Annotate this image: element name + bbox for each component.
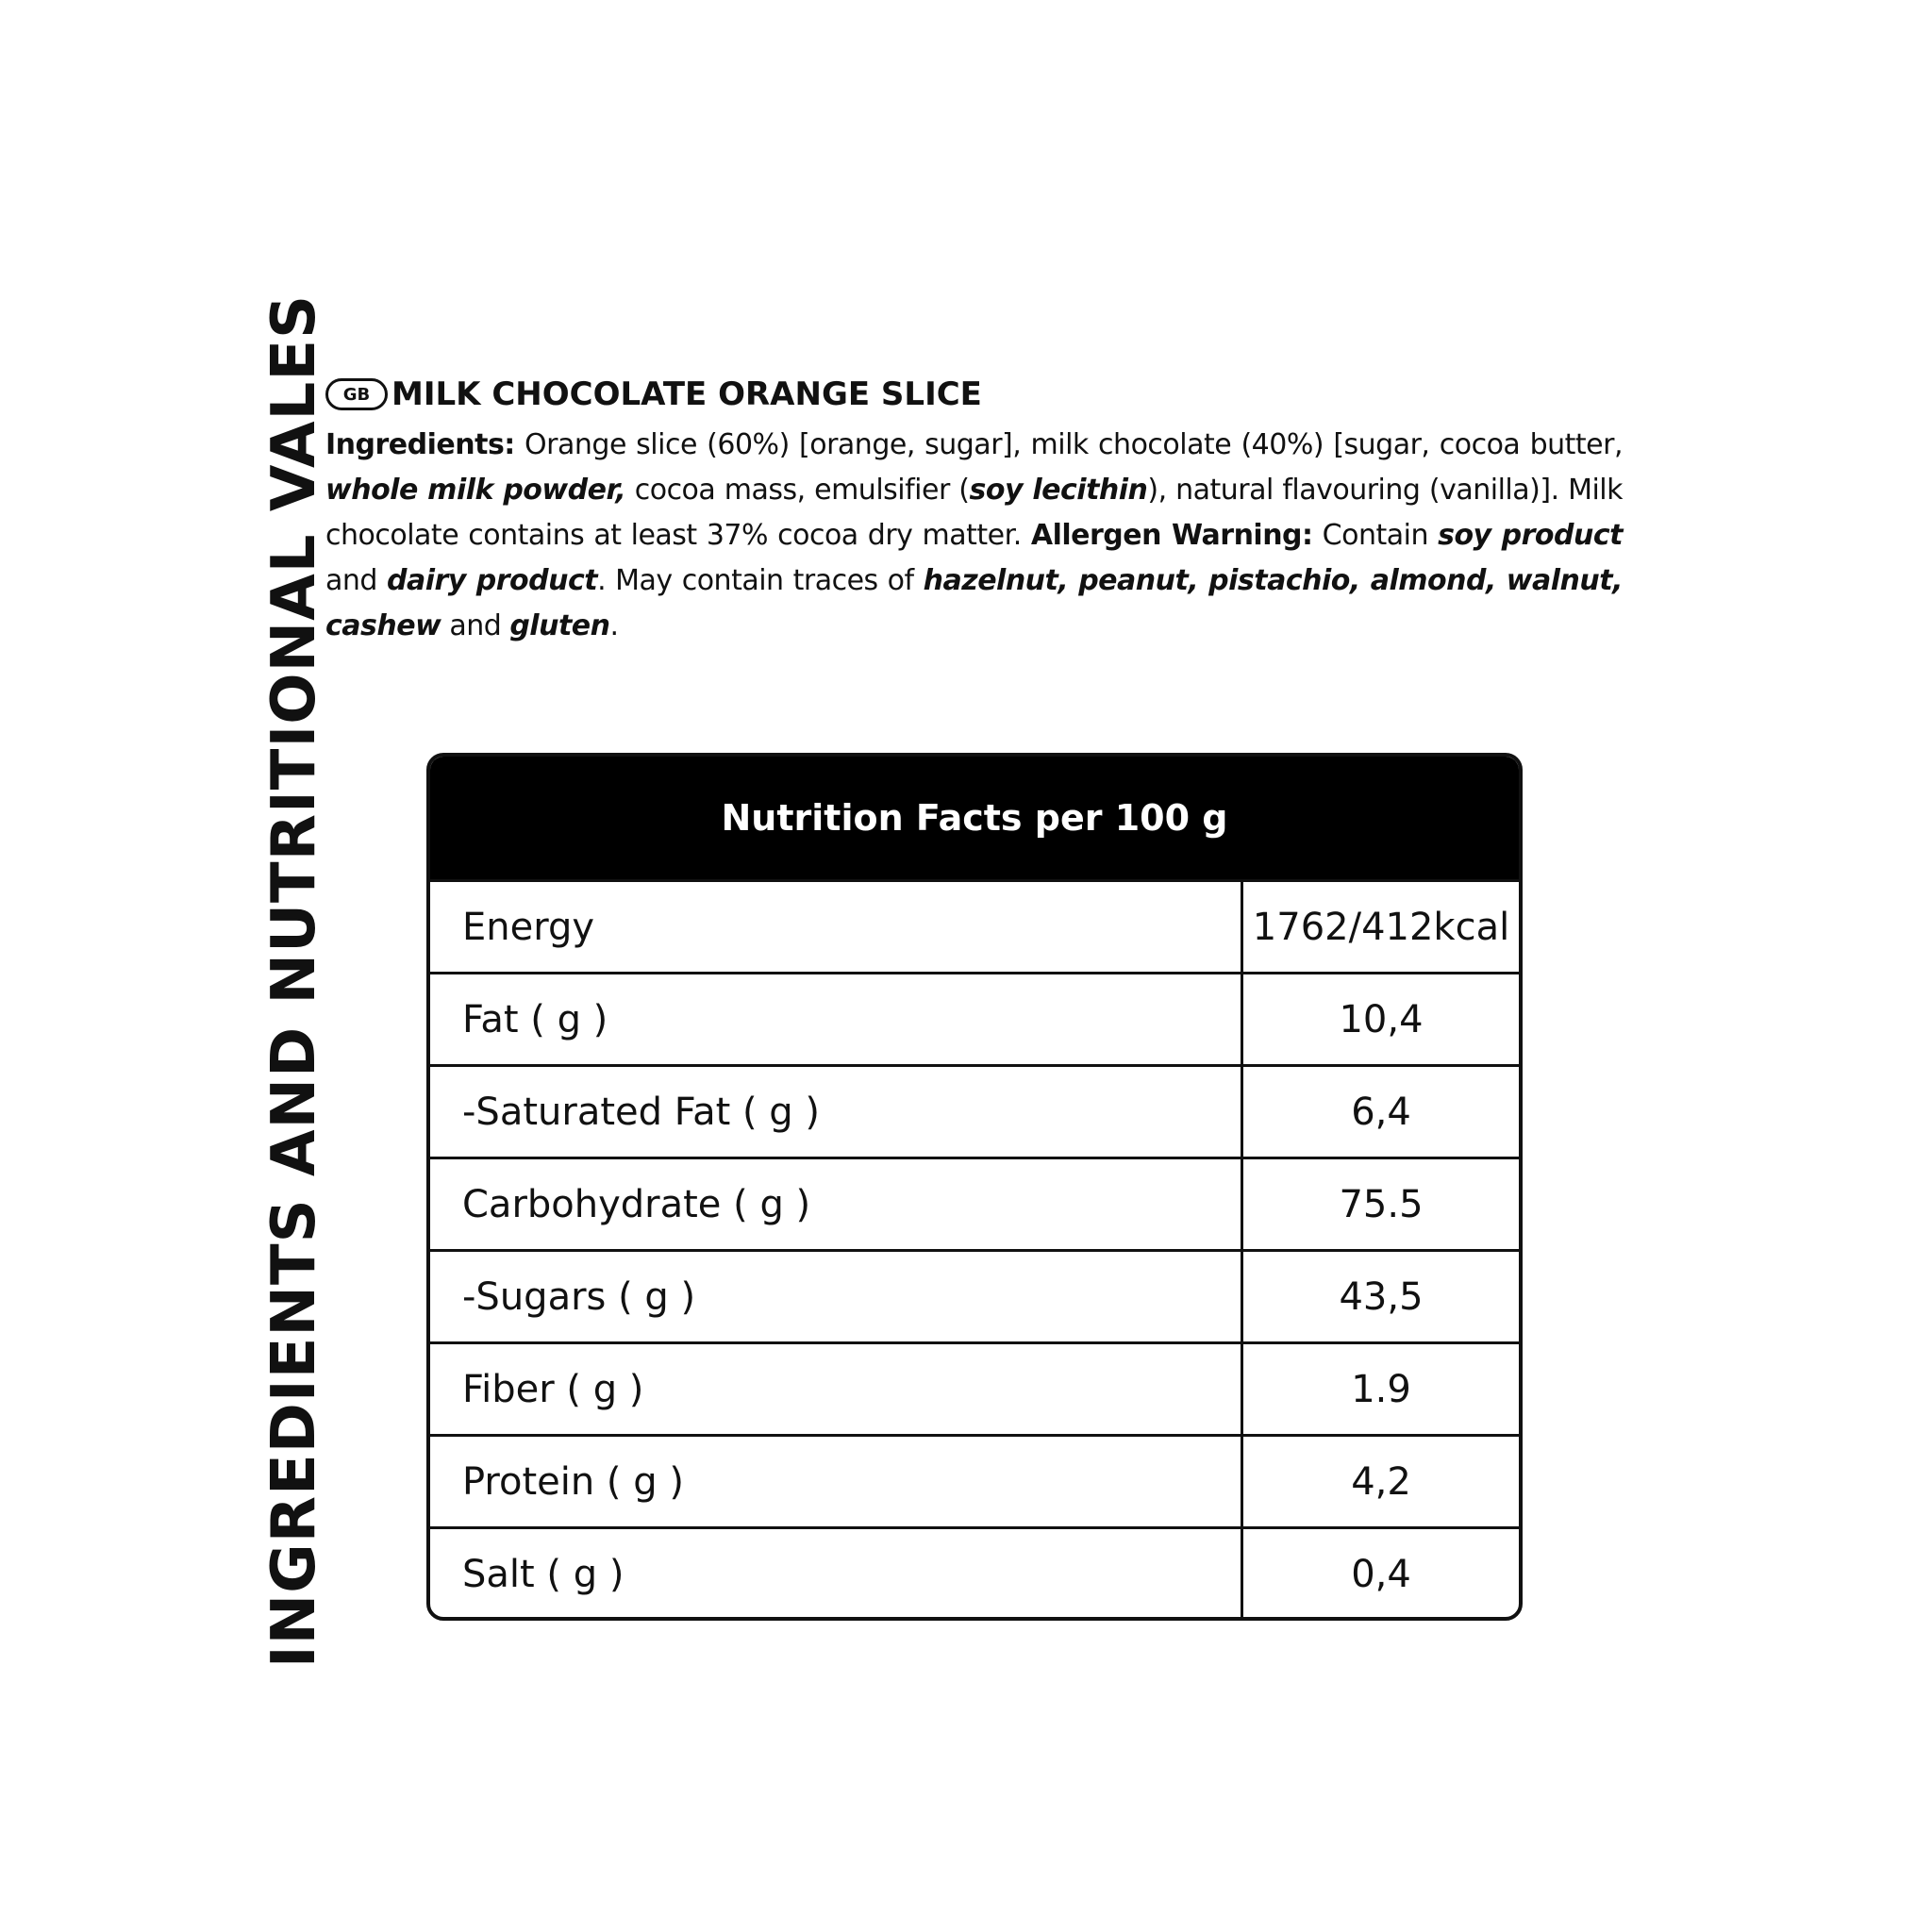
table-row <box>430 1064 1519 1157</box>
nutrient-name: -Sugars ( g ) <box>430 1252 1243 1341</box>
allergen-warning-label: Allergen Warning: <box>1030 519 1313 552</box>
allergen-soy-lecithin: soy lecithin <box>969 474 1148 507</box>
nutrition-table <box>426 753 1523 1621</box>
table-row <box>430 1526 1519 1619</box>
ingredients-part-6: . May contain traces of <box>597 564 924 597</box>
nutrient-value: 75.5 <box>1339 1182 1424 1226</box>
ingredients-part-4: Contain <box>1312 519 1439 552</box>
ingredients-part-2: cocoa mass, emulsifier ( <box>625 474 970 507</box>
country-badge: GB <box>325 378 388 410</box>
ingredients-part-3: ), natural flavouring (vanilla)]. Milk chocolate contains at least 37% cocoa dry matter. <box>325 474 1623 552</box>
nutrient-name: Energy <box>430 882 1243 972</box>
nutrient-name: Salt ( g ) <box>430 1529 1243 1619</box>
allergen-gluten: gluten <box>509 609 610 642</box>
allergen-soy-product: soy product <box>1438 519 1623 552</box>
side-title: INGREDIENTS AND NUTRITIONAL VALES <box>259 293 329 1669</box>
nutrient-value: 6,4 <box>1351 1090 1411 1134</box>
nutrient-value: 10,4 <box>1339 997 1424 1041</box>
nutrient-value: 4,2 <box>1351 1459 1411 1504</box>
product-section <box>325 370 1623 649</box>
nutrient-value: 0,4 <box>1351 1552 1411 1596</box>
nutrition-header: Nutrition Facts per 100 g <box>430 757 1519 879</box>
nutrient-name: Fat ( g ) <box>430 974 1243 1064</box>
table-row <box>430 1249 1519 1341</box>
allergen-dairy-product: dairy product <box>386 564 598 597</box>
nutrient-value: 43,5 <box>1339 1274 1424 1319</box>
ingredients-part-7: and <box>441 609 510 642</box>
nutrient-name: Protein ( g ) <box>430 1437 1243 1526</box>
table-row <box>430 879 1519 972</box>
product-heading <box>325 370 1623 419</box>
nutrient-name: -Saturated Fat ( g ) <box>430 1067 1243 1157</box>
nutrient-value: 1.9 <box>1351 1367 1411 1411</box>
table-row <box>430 1341 1519 1434</box>
nutrient-name: Fiber ( g ) <box>430 1344 1243 1434</box>
allergen-nut-list: hazelnut, peanut, pistachio, almond, walnut, cashew <box>325 564 1623 642</box>
product-name: MILK CHOCOLATE ORANGE SLICE <box>391 375 982 413</box>
table-row <box>430 1434 1519 1526</box>
ingredients-text <box>325 423 1623 649</box>
nutrient-name: Carbohydrate ( g ) <box>430 1159 1243 1249</box>
ingredients-part-8: . <box>609 609 619 642</box>
nutrient-value: 1762/412kcal <box>1252 905 1510 949</box>
allergen-whole-milk-powder: whole milk powder, <box>325 474 626 507</box>
table-row <box>430 972 1519 1064</box>
ingredients-part-1: Orange slice (60%) [orange, sugar], milk chocolate (40%) [sugar, cocoa butter, <box>514 428 1623 461</box>
ingredients-part-5: and <box>325 564 387 597</box>
ingredients-label: Ingredients: <box>325 428 515 461</box>
table-row <box>430 1157 1519 1249</box>
